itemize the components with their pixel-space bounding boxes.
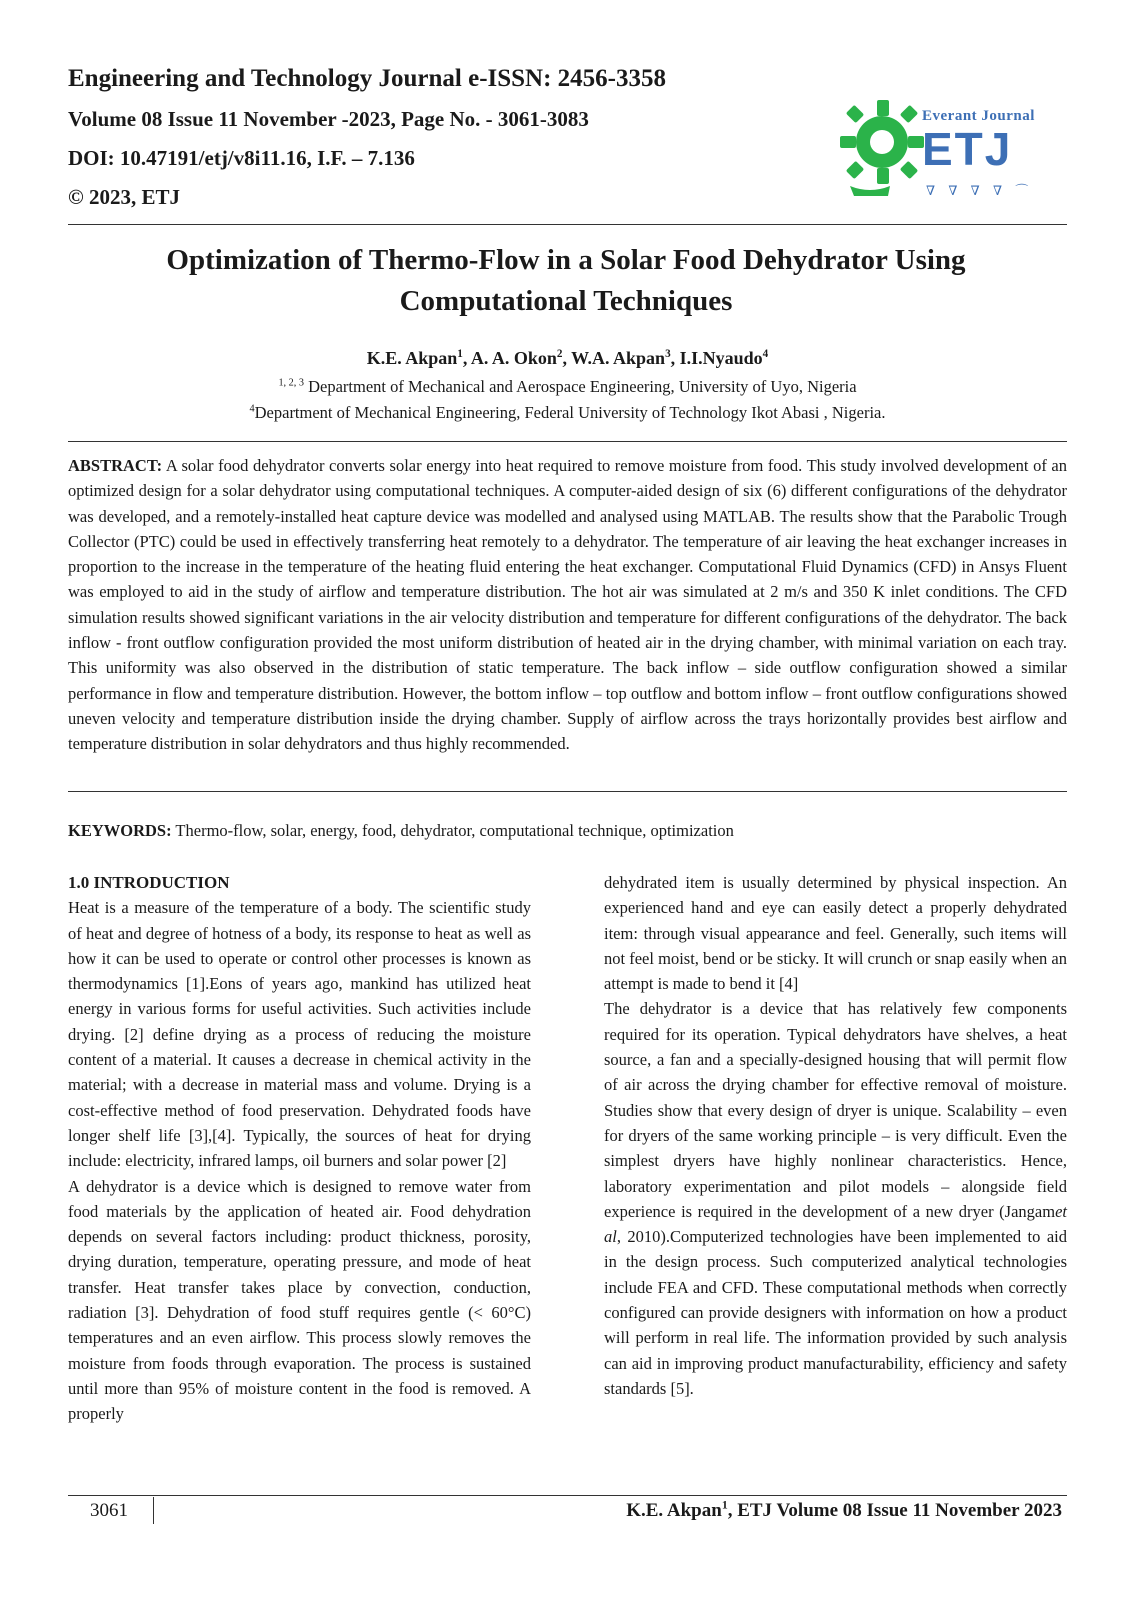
keywords-label: KEYWORDS: (68, 821, 172, 840)
author-list (68, 348, 1067, 369)
left-column (68, 870, 531, 1427)
affiliation-1 (68, 377, 1067, 397)
paper-title: Optimization of Thermo-Flow in a Solar Food Dehydrator Using Computational Techniques (166, 244, 966, 317)
author-sup: 2 (556, 348, 563, 360)
author-separator: , (562, 348, 572, 368)
affiliation-2 (68, 403, 1067, 423)
footer-citation (626, 1500, 1062, 1522)
journal-logo (830, 92, 1040, 202)
section-heading: 1.0 INTRODUCTION (68, 873, 230, 892)
author-sup: 3 (665, 348, 671, 360)
author-name: I.I.Nyaudo (679, 348, 763, 368)
abstract-label: ABSTRACT: (68, 456, 163, 475)
logo-decoration: ∇ ∇ ∇ ∇ ⌒ (926, 183, 1034, 198)
doi-info: DOI: 10.47191/etj/v8i11.16, I.F. – 7.136 (68, 146, 415, 170)
logo-publisher-text: Everant Journal (922, 108, 1035, 124)
abstract-top-divider (68, 441, 1067, 442)
footer-divider (68, 1495, 1067, 1496)
author-name: A. A. Okon (470, 348, 557, 368)
header-divider (68, 224, 1067, 225)
keywords-text: Thermo-flow, solar, energy, food, dehydrator, computational technique, optimization (171, 821, 734, 840)
abstract-text: A solar food dehydrator converts solar energy into heat required to remove moisture from food. This study involved development of an optimized design for a solar dehydrator using computational techniques. A computer-aided design of six (6) different configurations of the dehydrator was developed, and a remotely-installed heat capture device was modelled and analysed using MATLAB. The results show that the Parabolic Trough Collector (PTC) could be used in effectively transferring heat remotely to a dehydrator. The temperature of air leaving the heat exchanger increases in proportion to the increase in the temperature of the heating fluid entering the heat exchanger. Computational Fluid Dynamics (CFD) in Ansys Fluent was employed to aid in the study of airflow and temperature distribution. The hot air was simulated at 2 m/s and 350 K inlet conditions. The CFD simulation results showed significant variations in the air velocity distribution and temperature for different configurations of the dehydrator. The back inflow - front outflow configuration provided the most uniform distribution of heated air in the drying chamber, with minimal variation on each tray. This uniformity was also observed in the distribution of static temperature. The back inflow – side outflow configuration showed a similar performance in flow and temperature distribution. However, the bottom inflow – top outflow and bottom inflow – front outflow configurations showed uneven velocity and temperature distribution inside the drying chamber. Supply of airflow across the trays horizontally provides best airflow and temperature distribution in solar dehydrators and thus highly recommended. (68, 456, 1067, 754)
footer-author: K.E. Akpan (626, 1500, 722, 1521)
affiliation-sup: 4 (249, 403, 255, 415)
abstract (68, 453, 1067, 757)
paragraph: A dehydrator is a device which is designed to remove water from food materials by the application of heated air. Food dehydration depends on several factors including: product thickness, porosity, drying duration, temperature, operating pressure, and mode of heat transfer. Heat transfer takes place by convection, conduction, radiation [3]. Dehydration of food stuff requires gentle (< 60°C) temperatures and an even airflow. This process slowly removes the moisture from foods through evaporation. The process is sustained until more than 95% of moisture content in the food is removed. A properly (68, 1176, 531, 1424)
journal-header (68, 66, 788, 208)
author-sup: 1 (457, 348, 463, 360)
author-separator: , (670, 348, 680, 368)
volume-info: Volume 08 Issue 11 November -2023, Page No. - 3061-3083 (68, 107, 589, 131)
author-separator: , (462, 348, 471, 368)
affiliation-text: Department of Mechanical and Aerospace Engineering, University of Uyo, Nigeria (303, 377, 857, 396)
page-number: 3061 (90, 1500, 128, 1521)
footer-journal-ref: , ETJ Volume 08 Issue 11 November 2023 (727, 1500, 1062, 1521)
paragraph: Heat is a measure of the temperature of a body. The scientific study of heat and degree of hotness of a body, its response to heat as well as how it can be used to operate or control other processes is known as thermodynamics [1].Eons of years ago, mankind has utilized heat energy in various forms for useful activities. Such activities include drying. [2] define drying as a process of reducing the moisture content of a material. It causes a decrease in chemical activity in the material; with a decrease in material mass and volume. Drying is a cost-effective method of food preservation. Dehydrated foods have longer shelf life [3],[4]. Typically, the sources of heat for drying include: electricity, infrared lamps, oil burners and solar power [2] (68, 898, 531, 1171)
copyright: © 2023, ETJ (68, 185, 180, 209)
paragraph: dehydrated item is usually determined by physical inspection. An experienced hand and eye can easily detect a properly dehydrated item: through visual appearance and feel. Generally, such items will not feel moist, bend or be sticky. It will crunch or snap easily when an attempt is made to bend it [4] (604, 873, 1067, 994)
paragraph-italic: et al (604, 1201, 1067, 1247)
abstract-bottom-divider (68, 791, 1067, 792)
author-name: K.E. Akpan (366, 348, 458, 368)
author-sup: 4 (762, 348, 769, 360)
paragraph-text: , 2010).Computerized technologies have been implemented to aid in the design process. Such computerized analytical technologies include FEA and CFD. These computational methods when correctly configured can provide designers with information on how a product will perform in real life. The information provided by such analysis can aid in improving product manufacturability, efficiency and safety standards [5]. (604, 1227, 1067, 1398)
paragraph-text: The dehydrator is a device that has relatively few components required for its operation. Typical dehydrators have shelves, a heat source, a fan and a specially-designed housing that will permit flow of air across the drying chamber for effective removal of moisture. Studies show that every design of dryer is unique. Scalability – even for dryers of the same working principle – is very difficult. Even the simplest dryers have highly nonlinear characteristics. Hence, laboratory experimentation and pilot models – alongside field experience is required in the development of a new dryer (Jangam (604, 999, 1067, 1221)
journal-title: Engineering and Technology Journal e-ISSN: 2456-3358 (68, 65, 667, 92)
right-column (604, 870, 1067, 1401)
footer-author-sup: 1 (721, 1498, 728, 1512)
logo-etj-text: ETJ (922, 123, 1013, 175)
paragraph (604, 996, 1067, 1401)
affiliation-text: Department of Mechanical Engineering, Federal University of Technology Ikot Abasi , Nigeria. (254, 403, 886, 422)
affiliation-sup: 1, 2, 3 (278, 377, 304, 389)
keywords (68, 821, 1067, 841)
footer-separator (153, 1497, 154, 1524)
author-name: W.A. Akpan (571, 348, 666, 368)
